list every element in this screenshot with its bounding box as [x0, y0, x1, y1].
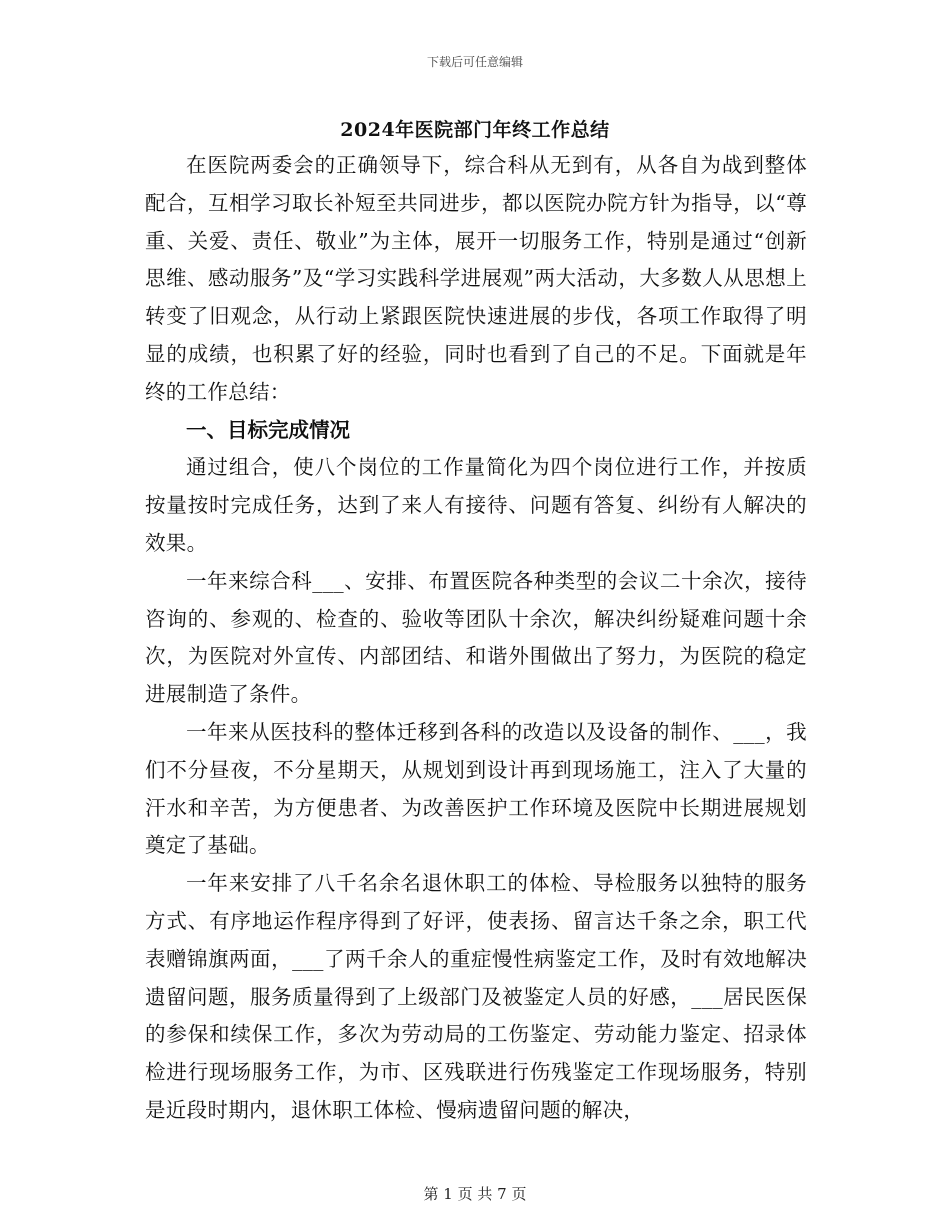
section-heading: 一、目标完成情况 — [186, 417, 350, 442]
body-paragraph: 一年来从医技科的整体迁移到各科的改造以及设备的制作、___，我们不分昼夜，不分星期天，从规划到设计再到现场施工，注入了大量的汗水和辛苦，为方便患者、为改善医护工作环境及医院中长期进展规划奠定了基础。 — [145, 719, 807, 858]
header-note: 下载后可任意编辑 — [426, 55, 523, 69]
document-title: 2024年医院部门年终工作总结 — [340, 119, 610, 141]
document-body — [145, 147, 807, 1130]
body-paragraph: 一年来综合科___、安排、布置医院各种类型的会议二十余次，接待咨询的、参观的、检查的、验收等团队十余次，解决纠纷疑难问题十余次，为医院对外宣传、内部团结、和谐外围做出了努力，为医院的稳定进展制造了条件。 — [145, 568, 807, 707]
page-number: 第 1 页 共 7 页 — [423, 1185, 527, 1203]
body-paragraph: 一年来安排了八千名余名退休职工的体检、导检服务以独特的服务方式、有序地运作程序得到了好评，使表扬、留言达千条之余，职工代表赠锦旗两面，___了两千余人的重症慢性病鉴定工作，及时有效地解决遗留问题，服务质量得到了上级部门及被鉴定人员的好感，___居民医保的参保和续保工作，多次为劳动局的工伤鉴定、劳动能力鉴定、招录体检进行现场服务工作，为市、区残联进行伤残鉴定工作现场服务，特别是近段时期内，退休职工体检、慢病遗留问题的解决， — [145, 871, 807, 1122]
intro-paragraph: 在医院两委会的正确领导下，综合科从无到有，从各自为战到整体配合，互相学习取长补短至共同进步，都以医院办院方针为指导，以“尊重、关爱、责任、敬业”为主体，展开一切服务工作，特别是通过“创新思维、感动服务”及“学习实践科学进展观”两大活动，大多数人从思想上转变了旧观念，从行动上紧跟医院快速进展的步伐，各项工作取得了明显的成绩，也积累了好的经验，同时也看到了自己的不足。下面就是年终的工作总结： — [145, 153, 807, 404]
body-paragraph: 通过组合，使八个岗位的工作量简化为四个岗位进行工作，并按质按量按时完成任务，达到了来人有接待、问题有答复、纠纷有人解决的效果。 — [145, 455, 807, 555]
